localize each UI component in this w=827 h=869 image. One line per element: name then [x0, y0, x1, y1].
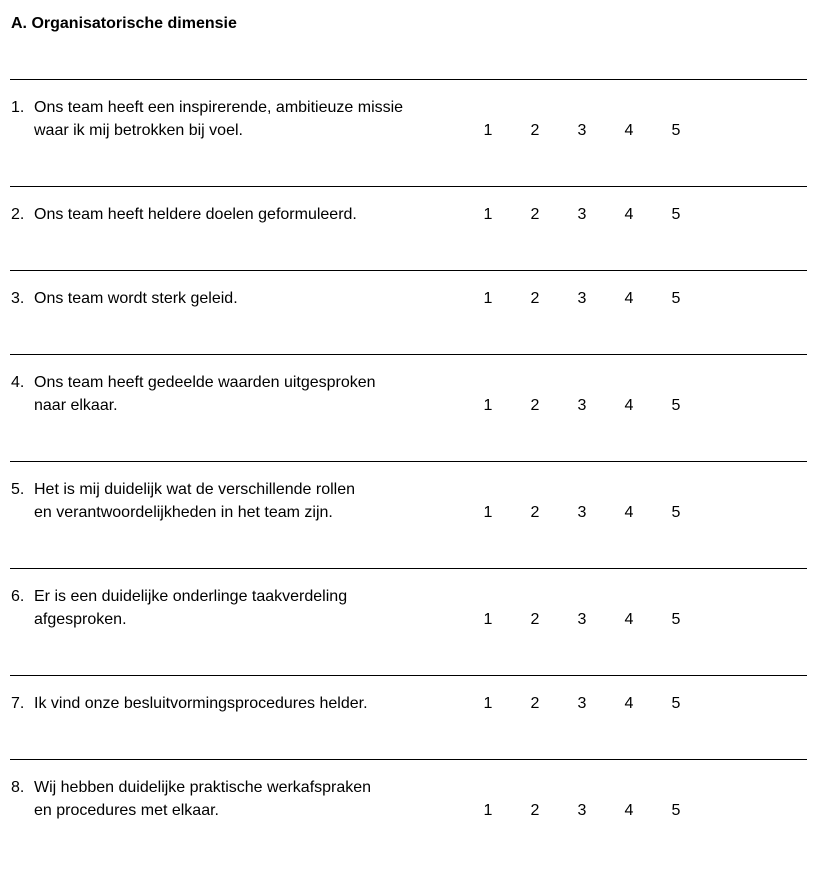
rating-option-3[interactable]: 3	[577, 695, 587, 712]
rating-option-2[interactable]: 2	[530, 206, 540, 223]
rating-option-1[interactable]: 1	[483, 122, 493, 139]
rating-scale	[481, 119, 701, 142]
rating-scale	[481, 203, 701, 226]
rating-option-3[interactable]: 3	[577, 206, 587, 223]
rating-scale	[481, 501, 701, 524]
rating-option-4[interactable]: 4	[624, 206, 634, 223]
rating-option-2[interactable]: 2	[530, 290, 540, 307]
question-number: 4.	[11, 374, 25, 391]
rating-scale	[481, 608, 701, 631]
question-line-1: Ons team heeft een inspirerende, ambitieuze missie	[34, 99, 404, 116]
divider	[10, 675, 807, 676]
question-number: 1.	[11, 99, 25, 116]
rating-option-1[interactable]: 1	[483, 206, 493, 223]
question-number: 8.	[11, 779, 25, 796]
divider	[10, 568, 807, 569]
question-line-1: Het is mij duidelijk wat de verschillende rollen	[34, 481, 356, 498]
question-number: 7.	[11, 695, 25, 712]
rating-option-5[interactable]: 5	[671, 397, 681, 414]
rating-option-5[interactable]: 5	[671, 206, 681, 223]
divider	[10, 759, 807, 760]
rating-option-1[interactable]: 1	[483, 611, 493, 628]
rating-option-1[interactable]: 1	[483, 504, 493, 521]
rating-option-3[interactable]: 3	[577, 290, 587, 307]
question-7	[11, 692, 771, 752]
rating-option-4[interactable]: 4	[624, 802, 634, 819]
question-line-1: Ons team heeft gedeelde waarden uitgesproken	[34, 374, 376, 391]
question-number: 6.	[11, 588, 25, 605]
question-1	[11, 96, 771, 156]
rating-option-2[interactable]: 2	[530, 397, 540, 414]
rating-option-5[interactable]: 5	[671, 695, 681, 712]
section-title: A. Organisatorische dimensie	[11, 15, 237, 32]
rating-option-3[interactable]: 3	[577, 122, 587, 139]
question-2	[11, 203, 771, 263]
question-4	[11, 371, 771, 431]
question-line-1: Ons team heeft heldere doelen geformuleerd.	[34, 206, 357, 223]
question-line-1: Ik vind onze besluitvormingsprocedures helder.	[34, 695, 368, 712]
rating-option-2[interactable]: 2	[530, 504, 540, 521]
question-3	[11, 287, 771, 347]
rating-option-3[interactable]: 3	[577, 611, 587, 628]
question-line-1: Er is een duidelijke onderlinge taakverdeling	[34, 588, 348, 605]
rating-option-3[interactable]: 3	[577, 504, 587, 521]
question-number: 2.	[11, 206, 25, 223]
divider	[10, 79, 807, 80]
rating-option-5[interactable]: 5	[671, 611, 681, 628]
rating-option-1[interactable]: 1	[483, 695, 493, 712]
rating-option-5[interactable]: 5	[671, 504, 681, 521]
rating-option-2[interactable]: 2	[530, 122, 540, 139]
question-line-2: naar elkaar.	[34, 397, 118, 414]
question-5	[11, 478, 771, 538]
rating-option-4[interactable]: 4	[624, 504, 634, 521]
question-line-2: afgesproken.	[34, 611, 127, 628]
rating-option-4[interactable]: 4	[624, 122, 634, 139]
question-line-1: Wij hebben duidelijke praktische werkafspraken	[34, 779, 372, 796]
rating-option-1[interactable]: 1	[483, 290, 493, 307]
rating-option-5[interactable]: 5	[671, 290, 681, 307]
rating-scale	[481, 394, 701, 417]
rating-option-1[interactable]: 1	[483, 802, 493, 819]
rating-scale	[481, 799, 701, 822]
rating-scale	[481, 692, 701, 715]
rating-option-2[interactable]: 2	[530, 695, 540, 712]
rating-option-3[interactable]: 3	[577, 802, 587, 819]
rating-option-2[interactable]: 2	[530, 611, 540, 628]
divider	[10, 270, 807, 271]
question-number: 5.	[11, 481, 25, 498]
rating-option-3[interactable]: 3	[577, 397, 587, 414]
question-8	[11, 776, 771, 836]
rating-option-4[interactable]: 4	[624, 397, 634, 414]
question-line-2: waar ik mij betrokken bij voel.	[34, 122, 243, 139]
rating-option-4[interactable]: 4	[624, 695, 634, 712]
rating-option-5[interactable]: 5	[671, 802, 681, 819]
divider	[10, 461, 807, 462]
question-6	[11, 585, 771, 645]
rating-option-1[interactable]: 1	[483, 397, 493, 414]
rating-option-5[interactable]: 5	[671, 122, 681, 139]
question-line-2: en verantwoordelijkheden in het team zijn.	[34, 504, 333, 521]
rating-option-4[interactable]: 4	[624, 290, 634, 307]
divider	[10, 186, 807, 187]
rating-option-4[interactable]: 4	[624, 611, 634, 628]
question-number: 3.	[11, 290, 25, 307]
rating-scale	[481, 287, 701, 310]
question-line-1: Ons team wordt sterk geleid.	[34, 290, 238, 307]
question-line-2: en procedures met elkaar.	[34, 802, 219, 819]
rating-option-2[interactable]: 2	[530, 802, 540, 819]
divider	[10, 354, 807, 355]
